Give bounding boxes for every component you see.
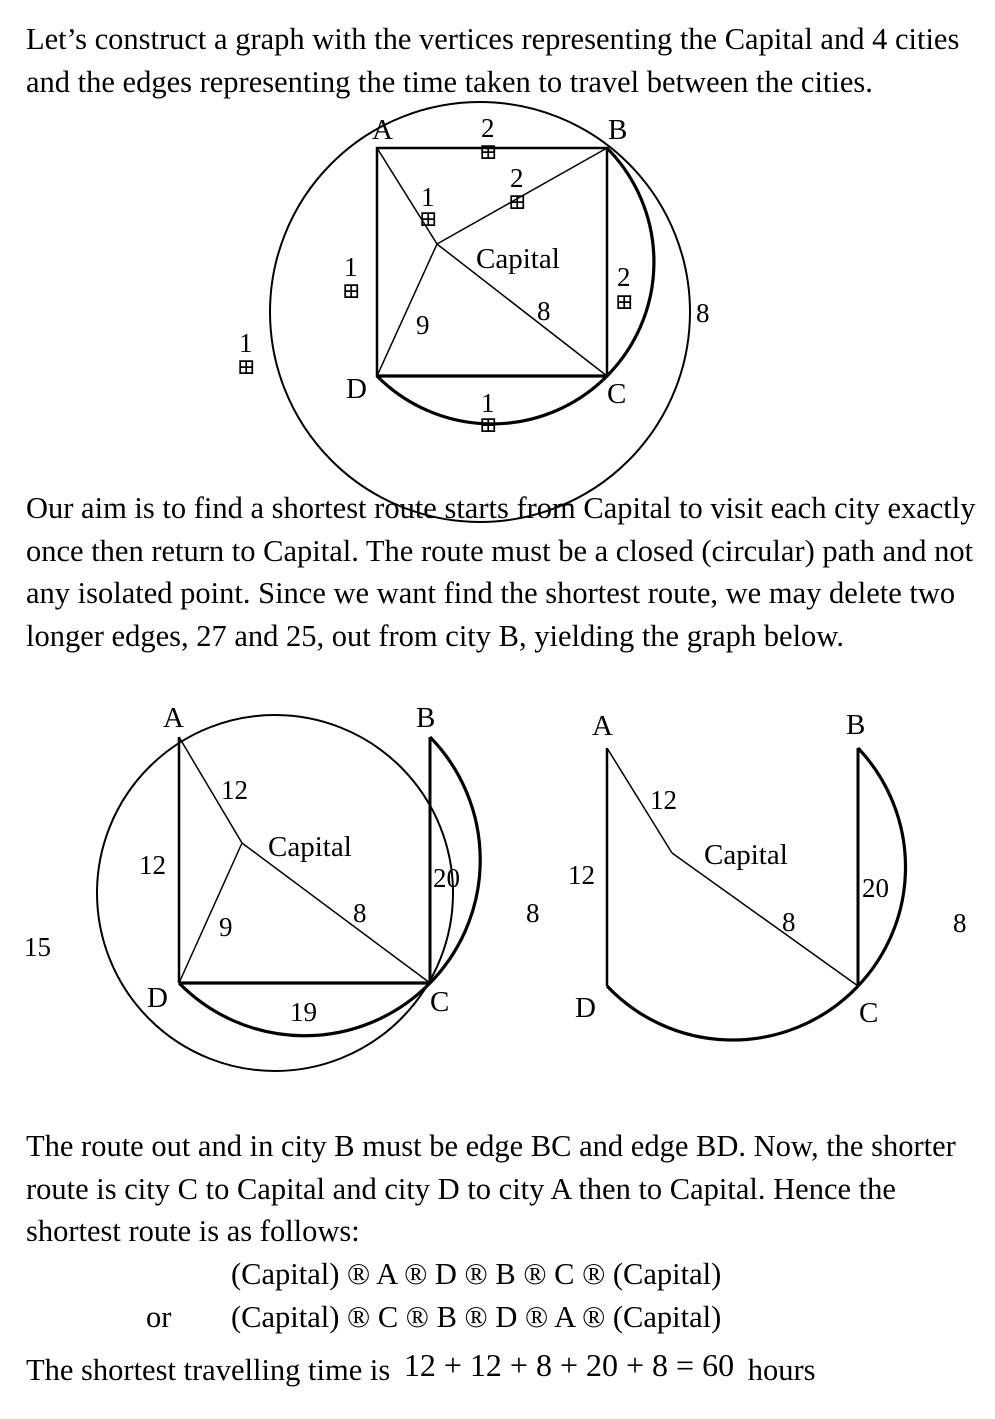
graph2-weight-ac-arc: 15 (24, 932, 51, 962)
missing-glyph-icon: ⊞ (237, 354, 256, 379)
missing-glyph-icon: ⊞ (508, 189, 527, 214)
graph3-vertex-b: B (846, 709, 866, 741)
or-label: or (146, 1300, 172, 1334)
graph1-capital-label: Capital (476, 243, 560, 275)
graph1-weight-a-capital: 1 (421, 182, 435, 212)
graph3-capital-label: Capital (704, 839, 788, 871)
final-answer-line (26, 1347, 816, 1388)
conclusion-paragraph: The route out and in city B must be edge BC and edge BD. Now, the shorter route is city C to Capital and city D to city A then to Capital. Hence the shortest route is as follows: (26, 1129, 956, 1248)
graph2-arc-a-c (97, 715, 453, 1071)
missing-glyph-icon: ⊞ (479, 139, 498, 164)
graph2-weight-bc: 20 (433, 863, 460, 893)
graph2-vertex-a: A (163, 702, 184, 734)
graph1-weight-ad: 1 (344, 252, 358, 282)
graph3-edge-capital-c (672, 853, 858, 986)
route-line-2: (Capital) ® C ® B ® D ® A ® (Capital) (231, 1300, 722, 1334)
graph-figure-2 (97, 715, 480, 1071)
graph2-edge-capital-c (242, 843, 430, 983)
graph1-weight-capital-b: 2 (510, 163, 524, 193)
graph1-vertex-b: B (608, 114, 628, 146)
graph3-vertex-a: A (592, 710, 613, 742)
graph2-vertex-c: C (430, 986, 450, 1018)
graph1-weight-cd: 1 (481, 388, 495, 418)
final-prefix: The shortest travelling time is (26, 1353, 391, 1387)
graph3-vertex-d: D (575, 992, 596, 1024)
graph2-vertex-d: D (147, 982, 168, 1014)
graph1-vertex-a: A (372, 114, 393, 146)
graph2-weight-ad: 12 (139, 850, 166, 880)
graph2-weight-dc: 19 (290, 997, 317, 1027)
graph1-weight-bd-arc: 8 (696, 298, 710, 328)
graph3-vertex-c: C (859, 997, 879, 1029)
graph2-vertex-b: B (416, 702, 436, 734)
graph1-weight-ab: 2 (481, 113, 495, 143)
graph2-edge-capital-d (179, 843, 242, 983)
graph1-weight-capital-d: 9 (416, 310, 430, 340)
graph3-weight-a-capital: 12 (650, 785, 677, 815)
graph3-weight-bd-arc: 8 (953, 908, 967, 938)
route-line-1: (Capital) ® A ® D ® B ® C ® (Capital) (231, 1257, 722, 1291)
missing-glyph-icon: ⊞ (479, 412, 498, 437)
graph2-weight-a-capital: 12 (221, 775, 248, 805)
graph1-vertex-c: C (607, 378, 627, 410)
graph1-weight-bc: 2 (617, 262, 631, 292)
final-equation: 12 + 12 + 8 + 20 + 8 = 60 (403, 1347, 735, 1383)
graph2-weight-bd-arc: 8 (526, 898, 540, 928)
intro-paragraph: Let’s construct a graph with the vertices representing the Capital and 4 cities and the edges representing the time taken to travel between the cities. (26, 22, 960, 99)
graph2-weight-capital-d: 9 (219, 912, 233, 942)
graph2-capital-label: Capital (268, 831, 352, 863)
graph3-weight-bc: 20 (862, 873, 889, 903)
graph2-weight-capital-c: 8 (353, 898, 367, 928)
graph1-weight-outer-left: 1 (239, 328, 253, 358)
graph3-weight-capital-c: 8 (782, 907, 796, 937)
missing-glyph-icon: ⊞ (419, 206, 438, 231)
missing-glyph-icon: ⊞ (615, 289, 634, 314)
graph1-weight-capital-c: 8 (537, 296, 551, 326)
graph3-weight-ad: 12 (568, 860, 595, 890)
final-suffix: hours (747, 1353, 816, 1387)
graph1-vertex-d: D (346, 373, 367, 405)
aim-paragraph: Our aim is to find a shortest route starts from Capital to visit each city exactly once then return to Capital. The route must be a closed (circular) path and not any isolated point. Since we want find the shortest route, we may delete two longer edges, 27 and 25, out from city B, yielding the graph below. (26, 491, 976, 653)
missing-glyph-icon: ⊞ (342, 278, 361, 303)
